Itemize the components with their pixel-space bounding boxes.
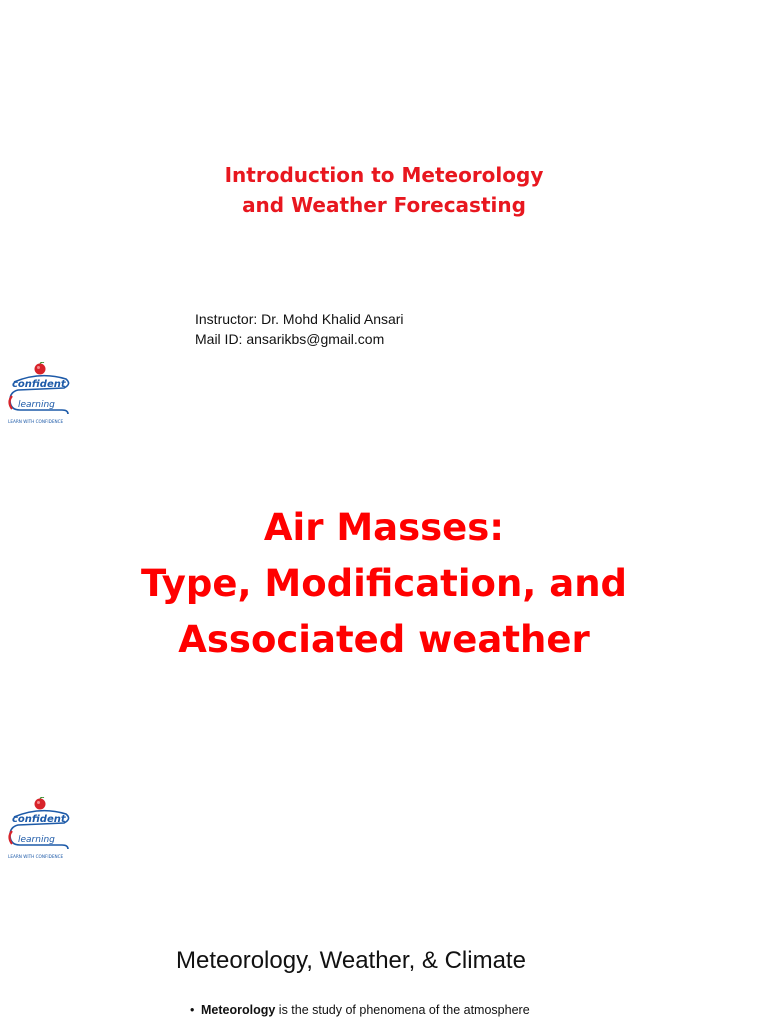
topic-title-line-3: Associated weather: [178, 618, 590, 661]
topic-title-line-1: Air Masses:: [263, 506, 505, 549]
logo-tagline: LEARN WITH CONFIDENCE: [8, 854, 64, 859]
topic-title: [0, 500, 768, 668]
apple-icon: [35, 797, 46, 809]
bullet-item: [190, 1002, 530, 1018]
logo-word-1: confident: [12, 379, 66, 390]
bullet-text: is the study of phenomena of the atmosphere: [275, 1003, 530, 1017]
instructor-email: Mail ID: ansarikbs@gmail.com: [195, 331, 385, 347]
slide-topic: [0, 432, 768, 864]
logo-word-2: learning: [18, 400, 55, 410]
confident-learning-logo: [4, 797, 78, 863]
logo-tagline: LEARN WITH CONFIDENCE: [8, 419, 64, 424]
bullet-term: Meteorology: [201, 1003, 276, 1017]
course-title-line-1: Introduction to Meteorology: [224, 163, 544, 187]
topic-title-line-2: Type, Modification, and: [140, 562, 628, 605]
instructor-info: [195, 309, 404, 349]
course-title: [0, 160, 768, 220]
section-heading: Meteorology, Weather, & Climate: [176, 947, 526, 974]
apple-icon: [35, 362, 46, 374]
confident-learning-logo: [4, 362, 78, 428]
instructor-name: Instructor: Dr. Mohd Khalid Ansari: [195, 311, 404, 327]
slide-title: [0, 0, 768, 432]
slide-content: [0, 864, 768, 1024]
course-title-line-2: and Weather Forecasting: [242, 193, 526, 217]
logo-word-1: confident: [12, 814, 66, 825]
logo-word-2: learning: [18, 835, 55, 845]
bullet-dot-icon: •: [190, 1003, 195, 1017]
